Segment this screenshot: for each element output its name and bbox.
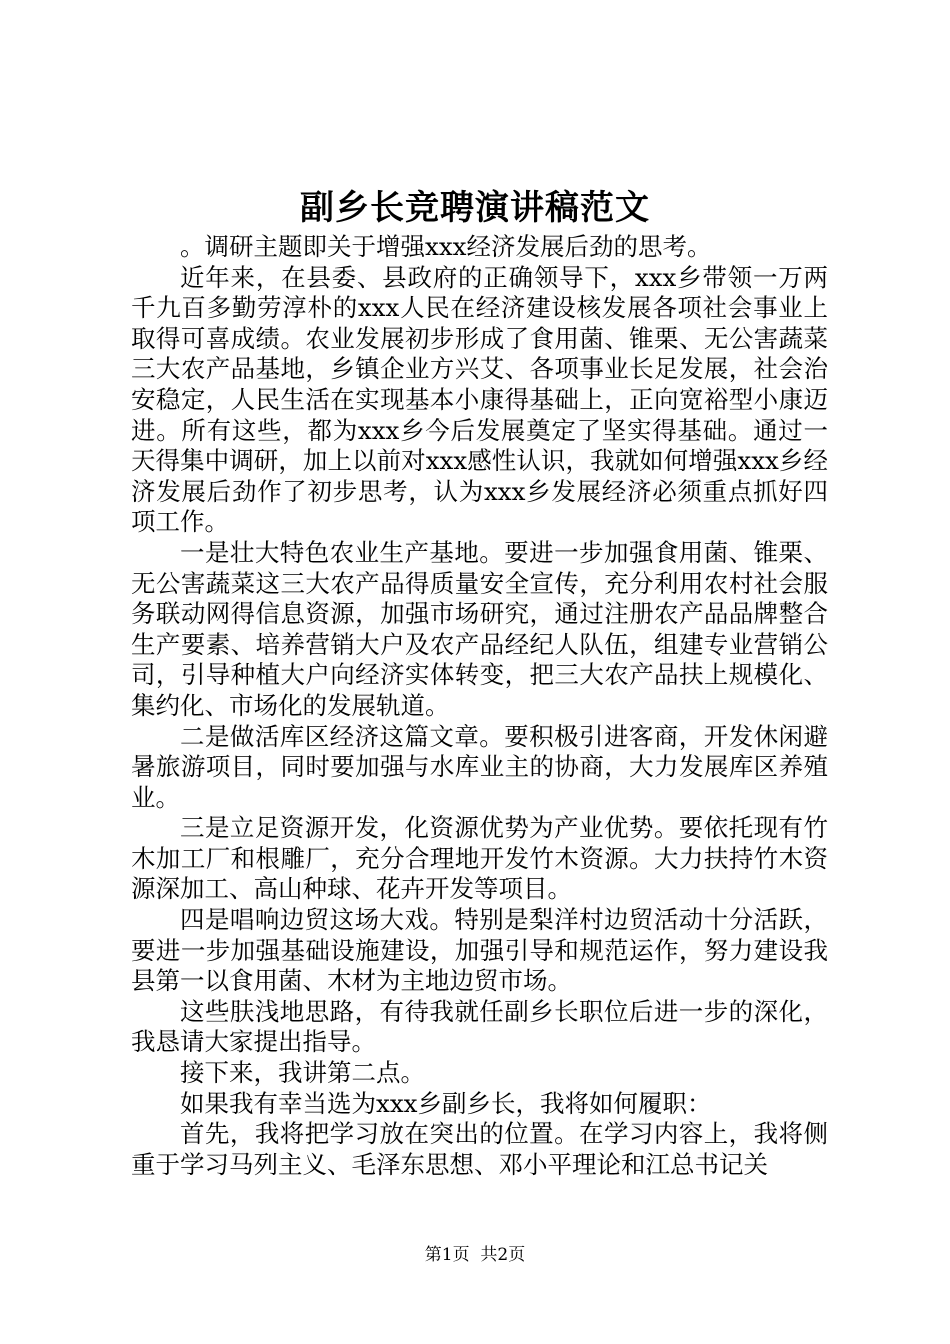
paragraph: 这些肤浅地思路，有待我就任副乡长职位后进一步的深化，我恳请大家提出指导。 <box>131 996 828 1057</box>
paragraph: 接下来，我讲第二点。 <box>180 1058 425 1088</box>
document-body <box>131 232 828 1180</box>
paragraph: 。调研主题即关于增强xxx经济发展后劲的思考。 <box>180 232 712 261</box>
paragraph: 二是做活库区经济这篇文章。要积极引进客商，开发休闲避暑旅游项目，同时要加强与水库业主的协商，大力发展库区养殖业。 <box>131 721 828 812</box>
paragraph: 近年来，在县委、县政府的正确领导下，xxx乡带领一万两千九百多勤劳淳朴的xxx人民在经济建设核发展各项社会事业上取得可喜成绩。农业发展初步形成了食用菌、锥栗、无公害蔬菜三大农产品基地，乡镇企业方兴艾、各项事业长足发展，社会治安稳定，人民生活在实现基本小康得基础上，正向宽裕型小康迈进。所有这些，都为xxx乡今后发展奠定了坚实得基础。通过一天得集中调研，加上以前对xxx感性认识，我就如何增强xxx乡经济发展后劲作了初步思考，认为xxx乡发展经济必须重点抓好四项工作。 <box>131 262 828 537</box>
page-title: 副乡长竞聘演讲稿范文 <box>300 188 650 228</box>
paragraph: 三是立足资源开发，化资源优势为产业优势。要依托现有竹木加工厂和根雕厂，充分合理地开发竹木资源。大力扶持竹木资源深加工、高山种球、花卉开发等项目。 <box>131 813 828 904</box>
paragraph: 首先，我将把学习放在突出的位置。在学习内容上，我将侧重于学习马列主义、毛泽东思想、邓小平理论和江总书记关 <box>131 1119 828 1179</box>
paragraph: 四是唱响边贸这场大戏。特别是梨洋村边贸活动十分活跃，要进一步加强基础设施建设，加强引导和规范运作，努力建设我县第一以食用菌、木材为主地边贸市场。 <box>131 905 828 996</box>
paragraph: 一是壮大特色农业生产基地。要进一步加强食用菌、锥栗、无公害蔬菜这三大农产品得质量安全宣传，充分利用农村社会服务联动网得信息资源，加强市场研究，通过注册农产品品牌整合生产要素、培养营销大户及农产品经纪人队伍，组建专业营销公司，引导种植大户向经济实体转变，把三大农产品扶上规模化、集约化、市场化的发展轨道。 <box>131 537 828 720</box>
page-number: 第1页 共2页 <box>424 1245 526 1265</box>
page-footer <box>0 1244 950 1266</box>
paragraph: 如果我有幸当选为xxx乡副乡长，我将如何履职： <box>180 1088 712 1118</box>
